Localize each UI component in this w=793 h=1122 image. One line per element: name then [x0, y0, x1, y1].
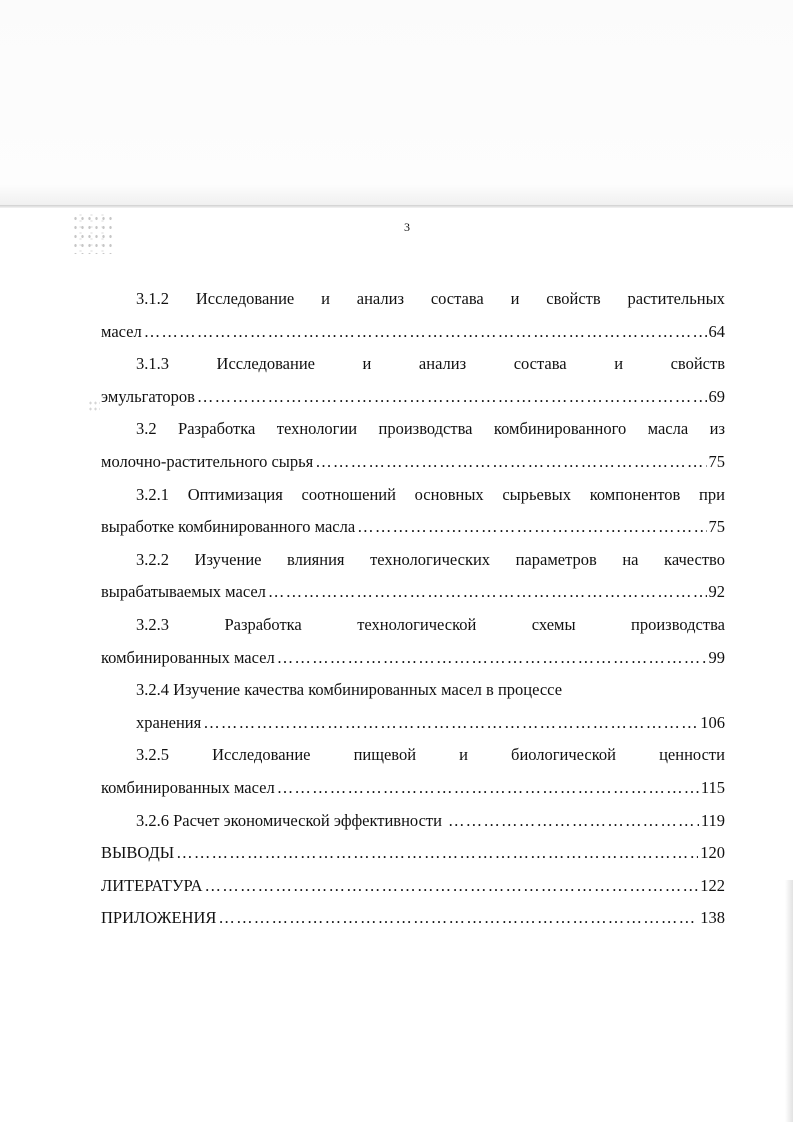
scan-page-edge [0, 205, 793, 208]
toc-word: состава [430, 289, 484, 308]
toc-entry [101, 609, 725, 674]
dot-leader [197, 381, 707, 414]
toc-word: 3.2 [136, 419, 157, 439]
dot-leader [277, 772, 699, 805]
toc-page-number: 106 [700, 712, 725, 732]
toc-entry [101, 837, 725, 870]
toc-entry [101, 413, 725, 478]
toc-word: и [614, 354, 624, 374]
toc-word: 3.1.3 [136, 354, 169, 374]
toc-entry-continuation: молочно-растительного сырья [101, 451, 314, 471]
toc-entry-continuation: вырабатываемых масел [101, 582, 266, 602]
dot-leader [218, 902, 698, 935]
toc-word: 3.2.3 [136, 614, 169, 634]
toc-word: Разработка [178, 419, 256, 439]
toc-entry-title [101, 413, 725, 446]
toc-entry-continuation: хранения [136, 712, 202, 732]
toc-entry-continuation: масел [101, 321, 142, 341]
toc-word: 3.2.1 [136, 484, 169, 504]
toc-word: параметров [515, 549, 597, 569]
toc-word: качество [664, 549, 725, 569]
toc-word: и [510, 289, 520, 308]
toc-word: анализ [356, 289, 404, 308]
toc-word: производства [631, 614, 725, 634]
dot-leader [268, 576, 707, 609]
toc-entry-continuation: эмульгаторов [101, 386, 195, 406]
toc-word: свойств [670, 354, 725, 374]
toc-entry-title [101, 348, 725, 381]
toc-word: Исследование [216, 354, 315, 374]
toc-entry [101, 348, 725, 413]
toc-entry [101, 479, 725, 544]
toc-word: биологической [511, 745, 617, 765]
toc-word: технологической [357, 614, 477, 634]
toc-word: пищевой [353, 745, 417, 765]
toc-entry [101, 739, 725, 804]
toc-word: Оптимизация [187, 484, 283, 504]
page-number: 3 [404, 220, 410, 234]
dot-leader [277, 642, 707, 675]
toc-page-number: 69 [708, 386, 725, 406]
toc-word: технологических [370, 549, 491, 569]
scan-shadow-right [785, 880, 793, 1122]
toc-entry-title [101, 283, 725, 316]
toc-word: и [459, 745, 468, 765]
toc-word: Исследование [212, 745, 311, 765]
toc-entry [101, 283, 725, 348]
toc-entry-title [101, 544, 725, 577]
toc-page-number: 119 [700, 810, 725, 830]
scan-noise [88, 400, 100, 412]
dot-leader [315, 446, 706, 479]
toc-word: растительных [627, 289, 725, 308]
toc-entry-title: ЛИТЕРАТУРА [101, 875, 203, 895]
toc-entry [101, 805, 725, 838]
dot-leader [176, 837, 698, 870]
toc-page-number: 75 [708, 517, 725, 537]
toc-word: и [321, 289, 330, 308]
toc-word: сырьевых [502, 484, 571, 504]
toc-entry-title: ВЫВОДЫ [101, 843, 175, 863]
toc-entry [101, 544, 725, 609]
toc-entry-title [101, 674, 725, 707]
toc-word: основных [414, 484, 484, 504]
toc-word: из [709, 419, 725, 439]
toc-word: Изучение [194, 549, 262, 569]
table-of-contents [101, 283, 725, 935]
toc-word: комбинированного [493, 419, 627, 439]
toc-entry-continuation: комбинированных масел [101, 647, 275, 667]
toc-entry-title: ПРИЛОЖЕНИЯ [101, 908, 217, 928]
toc-word: свойств [546, 289, 601, 308]
dot-leader [205, 870, 699, 903]
toc-word: Исследование [195, 289, 295, 308]
toc-page-number: 115 [700, 777, 725, 797]
toc-word: 3.2.5 [136, 745, 169, 765]
dot-leader [357, 511, 706, 544]
toc-entry-title: 3.2.6 Расчет экономической эффективности [136, 810, 442, 830]
toc-word: схемы [531, 614, 576, 634]
toc-word: производства [378, 419, 473, 439]
toc-word: 3.2.2 [136, 549, 169, 569]
toc-word: и [362, 354, 372, 374]
scan-noise [72, 214, 112, 254]
toc-word: при [699, 484, 725, 504]
toc-page-number: 120 [700, 843, 725, 863]
toc-page-number: 64 [708, 321, 725, 341]
dot-leader [144, 316, 707, 349]
dot-leader [203, 707, 698, 740]
scan-background-top [0, 0, 793, 205]
toc-entry-title [101, 479, 725, 512]
toc-word: технологии [276, 419, 358, 439]
toc-entry [101, 902, 725, 935]
toc-entry [101, 870, 725, 903]
toc-page-number: 138 [700, 908, 725, 928]
toc-word: соотношений [301, 484, 396, 504]
toc-word: масла [647, 419, 689, 439]
toc-entry-continuation: выработке комбинированного масла [101, 517, 356, 537]
toc-word: компонентов [589, 484, 681, 504]
toc-word: 3.2.4 Изучение качества комбинированных масел в процессе [136, 680, 563, 700]
toc-word: на [622, 549, 639, 569]
toc-entry-title [101, 609, 725, 642]
toc-page-number: 75 [708, 451, 725, 471]
toc-word: влияния [287, 549, 345, 569]
toc-word: 3.1.2 [136, 289, 169, 308]
toc-page-number: 122 [700, 875, 725, 895]
toc-entry [101, 674, 725, 739]
toc-page-number: 92 [708, 582, 725, 602]
toc-entry-title [101, 739, 725, 772]
toc-word: ценности [659, 745, 725, 765]
toc-word: состава [513, 354, 567, 374]
toc-word: Разработка [224, 614, 302, 634]
toc-entry-continuation: комбинированных масел [101, 777, 275, 797]
dot-leader [448, 805, 699, 838]
toc-page-number: 99 [708, 647, 725, 667]
toc-word: анализ [418, 354, 467, 374]
